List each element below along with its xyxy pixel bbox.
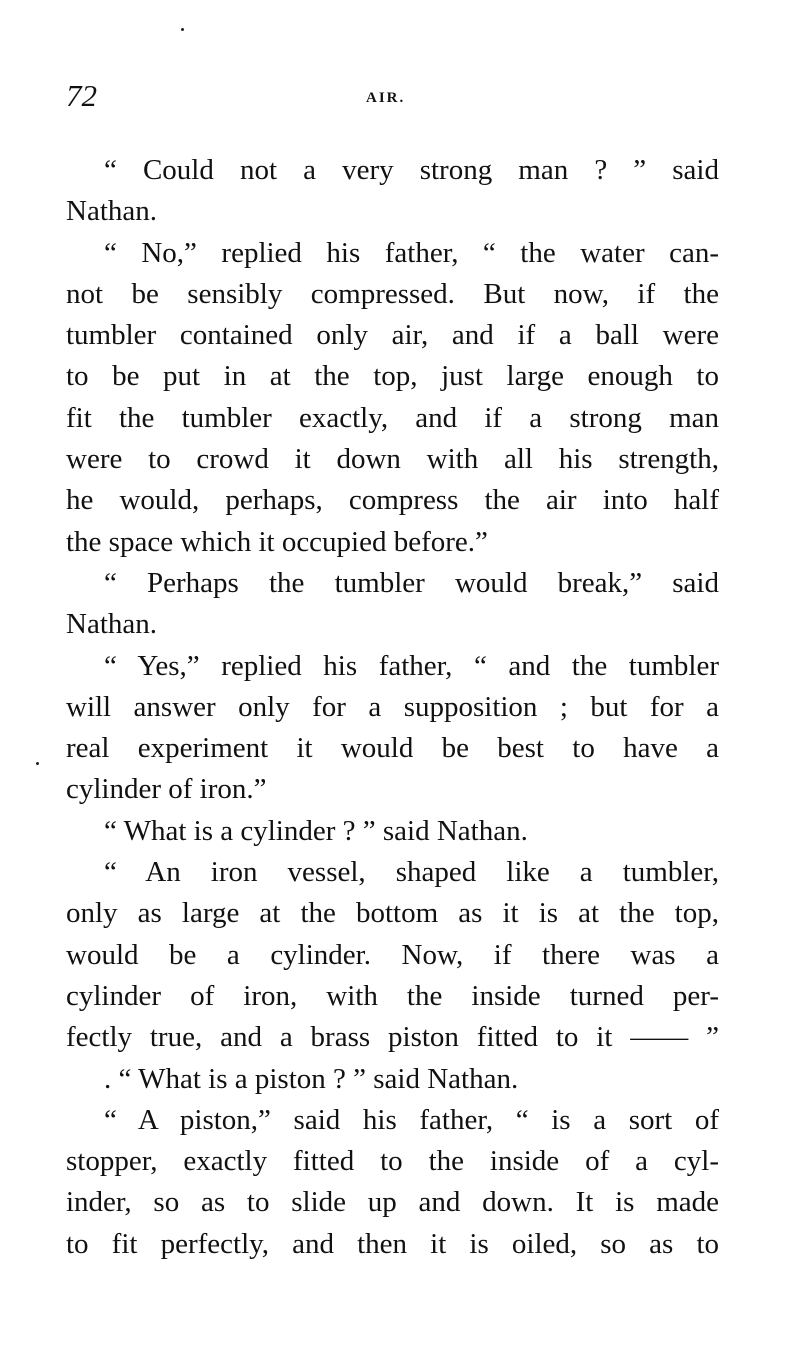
text-line: . “ What is a piston ? ” said Nathan. <box>104 1062 519 1095</box>
text-line: “ No,” replied his father, “ the water can- <box>104 236 719 269</box>
text-line: fit the tumbler exactly, and if a strong man <box>66 401 719 434</box>
text-line: he would, perhaps, compress the air into half <box>66 484 719 517</box>
text-line: to fit perfectly, and then it is oiled, so as to <box>66 1227 719 1260</box>
text-line: “ A piston,” said his father, “ is a sort of <box>104 1103 719 1136</box>
text-line: Nathan. <box>66 195 157 228</box>
running-head: AIR. <box>366 90 406 106</box>
text-line: real experiment it would be best to have a <box>66 732 719 765</box>
text-line: will answer only for a supposition ; but for a <box>66 690 719 723</box>
text-line: fectly true, and a brass piston fitted to it —— ” <box>66 1021 719 1054</box>
text-line: cylinder of iron, with the inside turned per- <box>66 979 719 1012</box>
speck-mark <box>36 762 39 765</box>
text-line: only as large at the bottom as it is at the top, <box>66 897 719 930</box>
body-text <box>66 150 719 1265</box>
text-line: Nathan. <box>66 608 157 641</box>
text-line: “ Could not a very strong man ? ” said <box>104 154 719 186</box>
text-line: not be sensibly compressed. But now, if the <box>66 277 719 310</box>
text-line: stopper, exactly fitted to the inside of a cyl- <box>66 1145 719 1178</box>
page-number: 72 <box>66 78 97 113</box>
text-line: tumbler contained only air, and if a ball were <box>66 319 719 352</box>
text-line: “ Perhaps the tumbler would break,” said <box>104 566 719 599</box>
text-line: “ Yes,” replied his father, “ and the tumbler <box>104 649 719 682</box>
text-line: the space which it occupied before.” <box>66 525 488 558</box>
text-line: “ An iron vessel, shaped like a tumbler, <box>104 856 719 889</box>
speck-mark <box>181 28 184 31</box>
text-line: would be a cylinder. Now, if there was a <box>66 938 719 971</box>
text-line: cylinder of iron.” <box>66 773 267 806</box>
text-line: “ What is a cylinder ? ” said Nathan. <box>104 814 528 847</box>
page-header <box>66 78 721 118</box>
text-line: were to crowd it down with all his strength, <box>66 443 719 476</box>
text-line: inder, so as to slide up and down. It is made <box>66 1186 719 1219</box>
text-line: to be put in at the top, just large enough to <box>66 360 719 393</box>
